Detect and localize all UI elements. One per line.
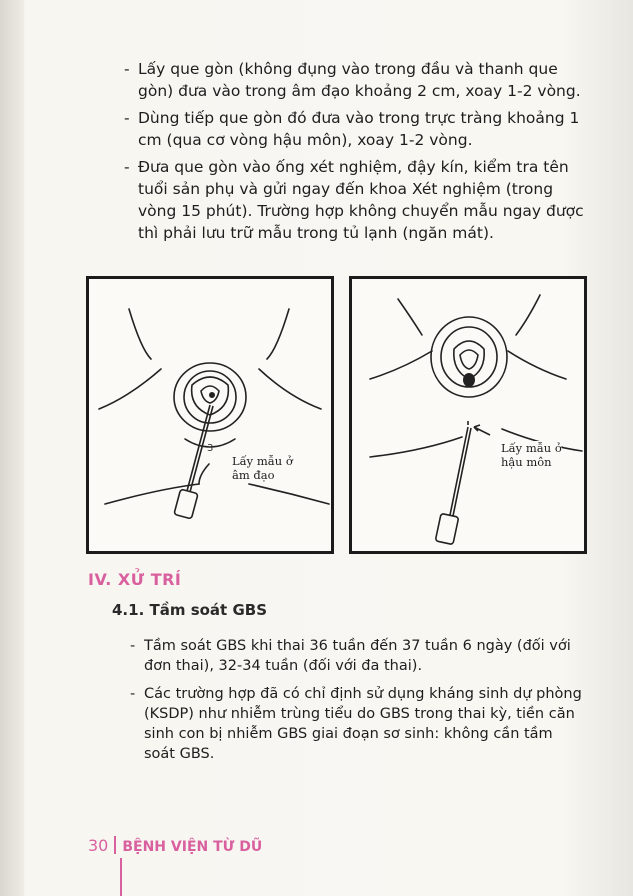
section-title: IV. XỬ TRÍ xyxy=(88,570,182,589)
intro-bullet-2-text: Dùng tiếp que gòn đó đưa vào trong trực tràng khoảng 1 cm (qua cơ vòng hậu môn), xoay 1-2 vòng. xyxy=(138,109,580,149)
intro-bullet-1: - Lấy que gòn (không đụng vào trong đầu và thanh que gòn) đưa vào trong âm đạo khoảng 2 cm, xoay 1-2 vòng. xyxy=(124,60,581,100)
footer-vertical-rule xyxy=(120,858,122,896)
figure-vaginal-sampling xyxy=(86,276,334,554)
figure-anal-sampling xyxy=(349,276,587,554)
hospital-name: BỆNH VIỆN TỪ DŨ xyxy=(122,839,263,855)
right-figure-caption: Lấy mẫu ở hậu môn xyxy=(501,441,562,469)
book-spine-shadow xyxy=(0,0,24,896)
gbs-bullet-2: - Các trường hợp đã có chỉ định sử dụng kháng sinh dự phòng (KSDP) như nhiễm trùng tiểu do GBS trong thai kỳ, tiền căn sinh con bị nhiễm GBS giai đoạn sơ sinh: không cần tầm soát GBS. xyxy=(130,686,582,762)
gbs-bullet-list xyxy=(130,636,585,769)
subsection-title: 4.1. Tầm soát GBS xyxy=(112,601,267,619)
intro-bullet-1-text: Lấy que gòn (không đụng vào trong đầu và thanh que gòn) đưa vào trong âm đạo khoảng 2 cm, xoay 1-2 vòng. xyxy=(138,60,581,100)
footer-divider xyxy=(114,836,116,854)
gbs-bullet-1: - Tầm soát GBS khi thai 36 tuần đến 37 tuần 6 ngày (đối với đơn thai), 32-34 tuần (đối với đa thai). xyxy=(130,638,571,674)
vaginal-sampling-illustration xyxy=(89,279,331,551)
page-number: 30 xyxy=(88,836,109,855)
gbs-bullet-2-text: Các trường hợp đã có chỉ định sử dụng kháng sinh dự phòng (KSDP) như nhiễm trùng tiểu do GBS trong thai kỳ, tiền căn sinh con bị nhiễm GBS giai đoạn sơ sinh: không cần tầm soát GBS. xyxy=(144,686,582,762)
left-figure-caption: Lấy mẫu ở âm đạo xyxy=(232,454,293,482)
intro-bullet-2: - Dùng tiếp que gòn đó đưa vào trong trực tràng khoảng 1 cm (qua cơ vòng hậu môn), xoay 1-2 vòng. xyxy=(124,109,580,149)
intro-bullet-3-text: Đưa que gòn vào ống xét nghiệm, đậy kín, kiểm tra tên tuổi sản phụ và gửi ngay đến khoa Xét nghiệm (trong vòng 15 phút). Trường hợp không chuyển mẫu ngay được thì phải lưu trữ mẫu trong tủ lạnh (ngăn mát). xyxy=(138,158,584,242)
intro-bullet-3: - Đưa que gòn vào ống xét nghiệm, đậy kín, kiểm tra tên tuổi sản phụ và gửi ngay đến khoa Xét nghiệm (trong vòng 15 phút). Trường hợp không chuyển mẫu ngay được thì phải lưu trữ mẫu trong tủ lạnh (ngăn mát). xyxy=(124,158,584,242)
anal-sampling-illustration xyxy=(352,279,584,551)
intro-bullet-list xyxy=(124,58,594,249)
page-footer xyxy=(88,836,262,855)
gbs-bullet-1-text: Tầm soát GBS khi thai 36 tuần đến 37 tuần 6 ngày (đối với đơn thai), 32-34 tuần (đối với đa thai). xyxy=(144,638,571,674)
svg-text:3: 3 xyxy=(207,443,214,454)
